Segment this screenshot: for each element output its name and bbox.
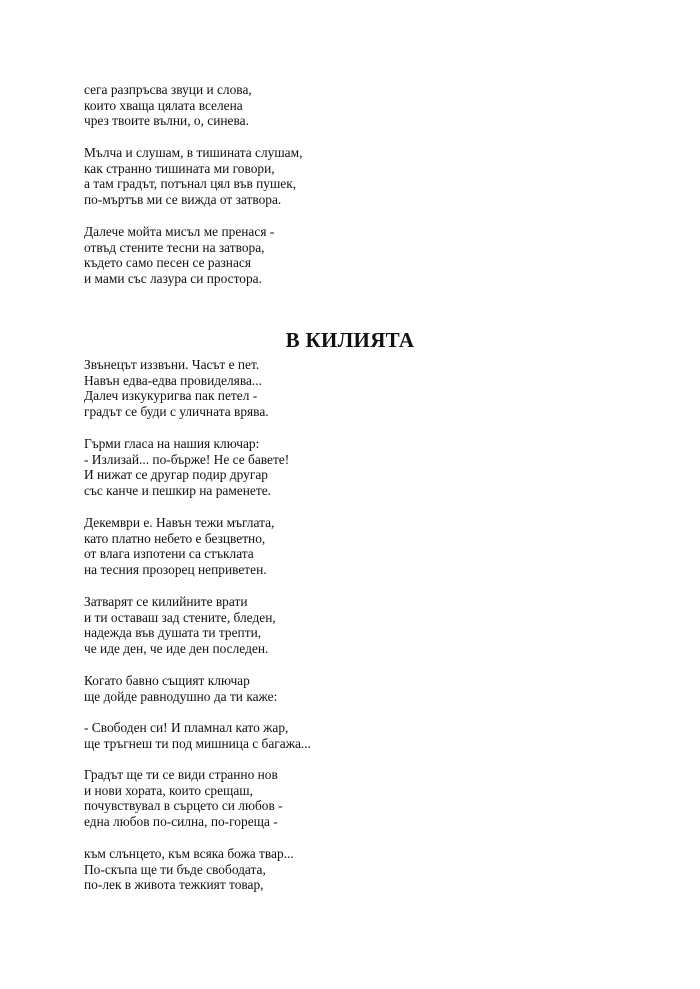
verse-line: където само песен се разнася [84,255,252,271]
verse-line: Когато бавно същият ключар [84,673,250,688]
verse-line: една любов по-силна, по-гореща - [84,814,278,830]
stanza-top-2 [84,145,302,208]
verse-line: Звънецът иззвъни. Часът е пет. [84,357,260,372]
verse-line: от влага изпотени са стъклата [84,546,254,562]
verse-line: и нови хората, които срещаш, [84,782,253,798]
verse-line: - Излизай... по-бърже! Не се бавете! [84,451,290,467]
stanza-poem-2 [84,436,289,499]
verse-line: почувствувал в сърцето си любов - [84,798,283,814]
verse-line: Далече мойта мисъл ме пренася - [84,224,275,239]
poem-title: В КИЛИЯТА [285,328,415,352]
verse-line: Далеч изкукуригва пак петел - [84,388,258,404]
verse-line: ще тръгнеш ти под мишница с багажа... [84,735,311,751]
verse-line: сега разпръсва звуци и слова, [84,82,252,97]
verse-line: Затварят се килийните врати [84,594,248,609]
verse-line: а там градът, потънал цял във пушек, [84,176,297,192]
verse-line: като платно небето е безцветно, [84,530,266,546]
stanza-poem-3 [84,515,274,578]
verse-line: на тесния прозорец неприветен. [84,562,267,578]
verse-line: чрез твоите вълни, о, синева. [84,113,249,129]
stanza-top-3 [84,224,274,287]
stanza-poem-8 [84,846,294,893]
stanza-poem-6 [84,720,311,751]
verse-line: - Свободен си! И пламнал като жар, [84,720,289,735]
verse-line: Градът ще ти се види странно нов [84,767,278,782]
stanza-poem-1 [84,357,269,420]
verse-line: И нижат се другар подир другар [84,467,268,483]
verse-line: надежда във душата ти трепти, [84,625,262,641]
stanza-poem-4 [84,594,276,657]
verse-line: как странно тишината ми говори, [84,160,275,176]
verse-line: ще дойде равнодушно да ти каже: [84,688,278,704]
verse-line: градът се буди с уличната врява. [84,404,269,420]
verse-line: Навън едва-едва провиделява... [84,372,262,388]
stanza-top-1 [84,82,252,129]
verse-line: че иде ден, че иде ден последен. [84,641,269,657]
verse-line: към слънцето, към всяка божа твар... [84,846,294,861]
verse-line: които хваща цялата вселена [84,97,243,113]
verse-line: със канче и пешкир на раменете. [84,483,272,499]
stanza-poem-5 [84,673,277,704]
verse-line: по-лек в живота тежкият товар, [84,877,264,893]
verse-line: по-мъртъв ми се вижда от затвора. [84,192,282,208]
verse-line: и ти оставаш зад стените, бледен, [84,609,276,625]
verse-line: отвъд стените тесни на затвора, [84,239,265,255]
verse-line: По-скъпа ще ти бъде свободата, [84,861,266,877]
verse-line: и мами със лазура си простора. [84,271,262,287]
verse-line: Декември е. Навън тежи мъглата, [84,515,275,530]
verse-line: Мълча и слушам, в тишината слушам, [84,145,303,160]
stanza-poem-7 [84,767,283,830]
verse-line: Гърми гласа на нашия ключар: [84,436,260,451]
